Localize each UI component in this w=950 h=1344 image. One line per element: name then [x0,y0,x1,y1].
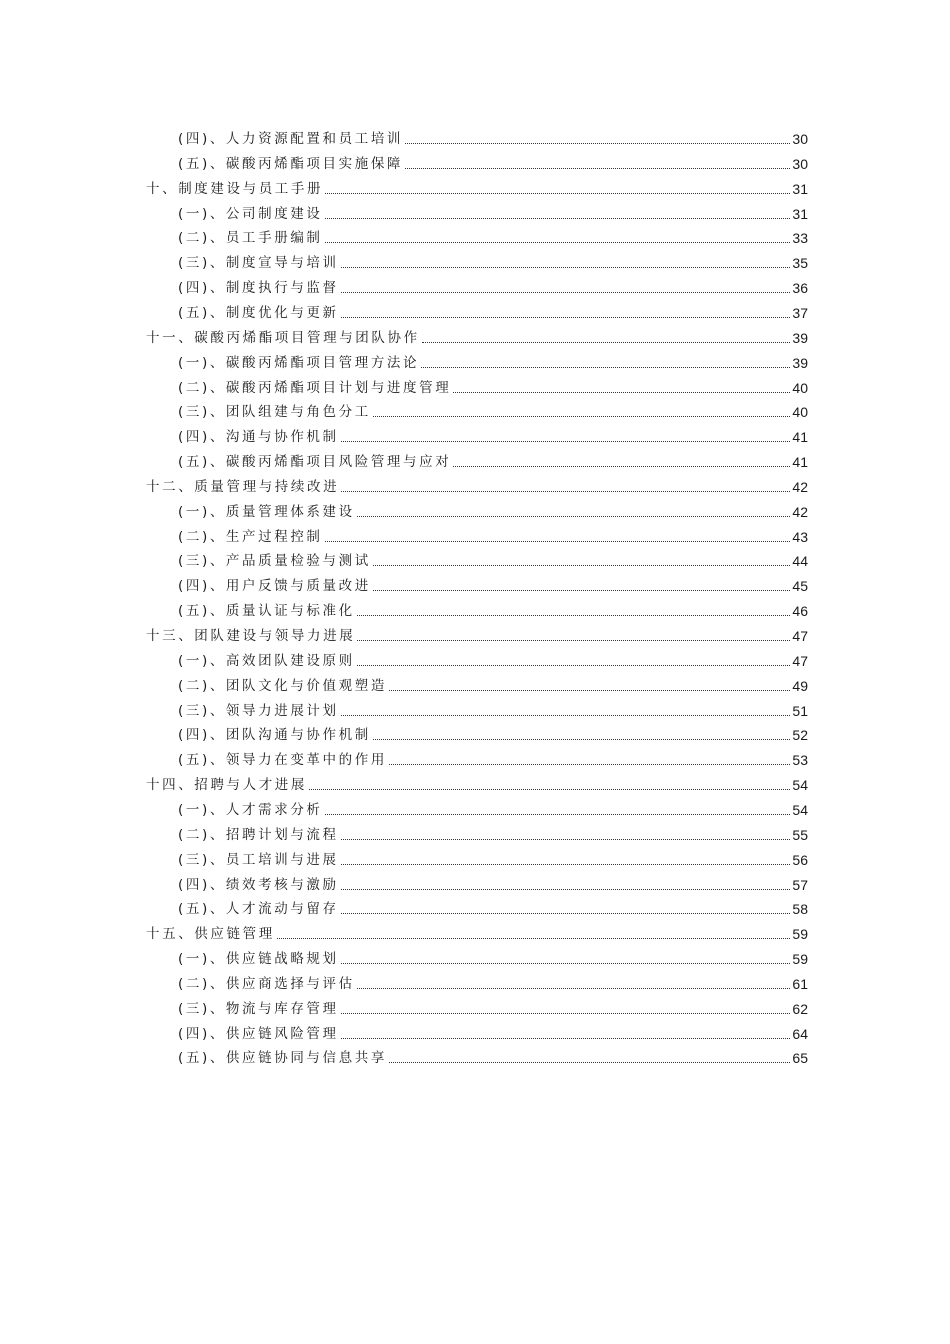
toc-entry-title: (二)、团队文化与价值观塑造 [178,677,387,694]
toc-page-number: 51 [792,702,808,719]
toc-page-number: 44 [792,553,808,570]
toc-page-number: 59 [792,951,808,968]
toc-entry-title: (一)、碳酸丙烯酯项目管理方法论 [178,354,420,371]
toc-page-number: 46 [792,603,808,620]
toc-section-entry[interactable] [178,546,808,570]
toc-page-number: 42 [792,503,808,520]
toc-page-number: 39 [792,329,808,346]
toc-section-entry[interactable] [178,124,808,148]
toc-entry-title: (一)、质量管理体系建设 [178,503,355,520]
toc-dot-leader [277,938,791,939]
toc-dot-leader [357,640,790,641]
toc-entry-title: (三)、制度宣导与培训 [178,255,339,272]
toc-page-number: 62 [792,1000,808,1017]
toc-dot-leader [341,441,791,442]
toc-dot-leader [341,963,791,964]
toc-section-entry[interactable] [178,870,808,894]
toc-dot-leader [389,1062,790,1063]
toc-chapter-entry[interactable] [146,919,808,943]
toc-section-entry[interactable] [178,571,808,595]
toc-entry-title: (一)、人才需求分析 [178,801,323,818]
toc-page-number: 47 [792,628,808,644]
toc-dot-leader [453,466,790,467]
toc-entry-title: (一)、供应链战略规划 [178,951,339,968]
toc-page-number: 39 [792,354,808,371]
toc-chapter-entry[interactable] [146,621,808,645]
toc-section-entry[interactable] [178,696,808,720]
toc-dot-leader [341,864,791,865]
toc-dot-leader [357,615,791,616]
toc-section-entry[interactable] [178,596,808,620]
toc-section-entry[interactable] [178,298,808,322]
toc-dot-leader [341,292,791,293]
toc-dot-leader [325,218,791,219]
toc-page-number: 56 [792,851,808,868]
toc-chapter-entry[interactable] [146,472,808,496]
toc-dot-leader [341,267,791,268]
toc-dot-leader [341,1038,791,1039]
toc-entry-title: (四)、制度执行与监督 [178,280,339,297]
toc-page-number: 40 [792,404,808,421]
toc-dot-leader [341,889,791,890]
toc-entry-title: (三)、领导力进展计划 [178,702,339,719]
toc-page-number: 45 [792,578,808,595]
toc-chapter-entry[interactable] [146,323,808,347]
toc-dot-leader [341,913,791,914]
toc-entry-title: (三)、团队组建与角色分工 [178,404,371,421]
toc-entry-title: 十二、质量管理与持续改进 [146,478,340,495]
toc-section-entry[interactable] [178,720,808,744]
toc-section-entry[interactable] [178,199,808,223]
toc-dot-leader [309,789,790,790]
toc-entry-title: (二)、员工手册编制 [178,230,323,247]
toc-section-entry[interactable] [178,348,808,372]
toc-chapter-entry[interactable] [146,174,808,198]
toc-section-entry[interactable] [178,223,808,247]
toc-page-number: 43 [792,528,808,545]
toc-section-entry[interactable] [178,994,808,1018]
toc-entry-title: (三)、物流与库存管理 [178,1000,339,1017]
toc-page-number: 36 [792,280,808,297]
toc-entry-title: (二)、招聘计划与流程 [178,826,339,843]
toc-entry-title: 十四、招聘与人才进展 [146,777,307,794]
toc-section-entry[interactable] [178,422,808,446]
toc-entry-title: (二)、供应商选择与评估 [178,975,355,992]
toc-entry-title: (一)、公司制度建设 [178,205,323,222]
toc-dot-leader [373,590,791,591]
toc-page-number: 41 [792,429,808,446]
toc-section-entry[interactable] [178,646,808,670]
toc-section-entry[interactable] [178,273,808,297]
toc-entry-title: (四)、用户反馈与质量改进 [178,578,371,595]
toc-page-number: 31 [792,205,808,222]
toc-section-entry[interactable] [178,845,808,869]
toc-entry-title: (三)、产品质量检验与测试 [178,553,371,570]
toc-chapter-entry[interactable] [146,770,808,794]
toc-entry-title: 十一、碳酸丙烯酯项目管理与团队协作 [146,329,420,346]
toc-page-number: 42 [792,478,808,495]
toc-section-entry[interactable] [178,894,808,918]
toc-dot-leader [373,739,791,740]
toc-page-number: 40 [792,379,808,396]
toc-dot-leader [357,665,791,666]
toc-section-entry[interactable] [178,795,808,819]
toc-section-entry[interactable] [178,397,808,421]
toc-section-entry[interactable] [178,522,808,546]
toc-page-number: 37 [792,304,808,321]
toc-page-number: 41 [792,454,808,471]
toc-dot-leader [421,367,790,368]
toc-page-number: 31 [792,180,808,197]
toc-dot-leader [389,690,790,691]
toc-entry-title: (二)、碳酸丙烯酯项目计划与进度管理 [178,379,452,396]
toc-page-number: 30 [792,155,808,172]
toc-dot-leader [357,988,791,989]
toc-dot-leader [341,839,791,840]
toc-entry-title: (五)、碳酸丙烯酯项目实施保障 [178,155,404,172]
toc-page-number: 54 [792,801,808,818]
toc-entry-title: (四)、供应链风险管理 [178,1025,339,1042]
toc-entry-title: (三)、员工培训与进展 [178,851,339,868]
toc-section-entry[interactable] [178,497,808,521]
toc-page-number: 65 [792,1050,808,1067]
toc-entry-title: (五)、质量认证与标准化 [178,603,355,620]
toc-section-entry[interactable] [178,671,808,695]
toc-entry-title: (四)、沟通与协作机制 [178,429,339,446]
toc-dot-leader [341,491,790,492]
toc-dot-leader [405,143,790,144]
toc-entry-title: (五)、人才流动与留存 [178,901,339,918]
toc-page-number: 49 [792,677,808,694]
toc-page-number: 30 [792,131,808,147]
toc-dot-leader [389,764,790,765]
toc-entry-title: (四)、绩效考核与激励 [178,876,339,893]
toc-dot-leader [325,541,791,542]
toc-entry-title: (五)、碳酸丙烯酯项目风险管理与应对 [178,454,452,471]
toc-page-number: 52 [792,727,808,744]
toc-section-entry[interactable] [178,820,808,844]
toc-dot-leader [422,342,791,343]
toc-page-number: 35 [792,255,808,272]
toc-entry-title: 十三、团队建设与领导力进展 [146,628,356,644]
toc-page-number: 59 [792,926,808,943]
toc-dot-leader [357,516,791,517]
toc-entry-title: 十、制度建设与员工手册 [146,180,324,197]
toc-dot-leader [373,416,791,417]
toc-page-number: 57 [792,876,808,893]
toc-page-number: 55 [792,826,808,843]
toc-section-entry[interactable] [178,969,808,993]
toc-dot-leader [325,193,790,194]
toc-page-number: 61 [792,975,808,992]
toc-entry-title: 十五、供应链管理 [146,926,275,943]
toc-dot-leader [341,317,791,318]
toc-dot-leader [405,168,790,169]
toc-section-entry[interactable] [178,373,808,397]
toc-dot-leader [341,1013,791,1014]
toc-entry-title: (二)、生产过程控制 [178,528,323,545]
toc-section-entry[interactable] [178,149,808,173]
toc-dot-leader [341,715,791,716]
toc-page-number: 47 [792,652,808,669]
toc-page-number: 53 [792,752,808,769]
toc-dot-leader [373,565,791,566]
toc-entry-title: (五)、领导力在变革中的作用 [178,752,387,769]
toc-page-number: 58 [792,901,808,918]
toc-dot-leader [453,392,790,393]
toc-dot-leader [325,814,791,815]
toc-entry-title: (四)、人力资源配置和员工培训 [178,131,404,147]
toc-section-entry[interactable] [178,447,808,471]
toc-entry-title: (四)、团队沟通与协作机制 [178,727,371,744]
toc-entry-title: (一)、高效团队建设原则 [178,652,355,669]
toc-section-entry[interactable] [178,944,808,968]
toc-section-entry[interactable] [178,1019,808,1043]
toc-section-entry[interactable] [178,248,808,272]
toc-entry-title: (五)、制度优化与更新 [178,304,339,321]
toc-section-entry[interactable] [178,745,808,769]
toc-page-number: 33 [792,230,808,247]
toc-page-number: 54 [792,777,808,794]
toc-section-entry[interactable] [178,1043,808,1067]
toc-entry-title: (五)、供应链协同与信息共享 [178,1050,387,1067]
toc-page-number: 64 [792,1025,808,1042]
toc-dot-leader [325,242,791,243]
